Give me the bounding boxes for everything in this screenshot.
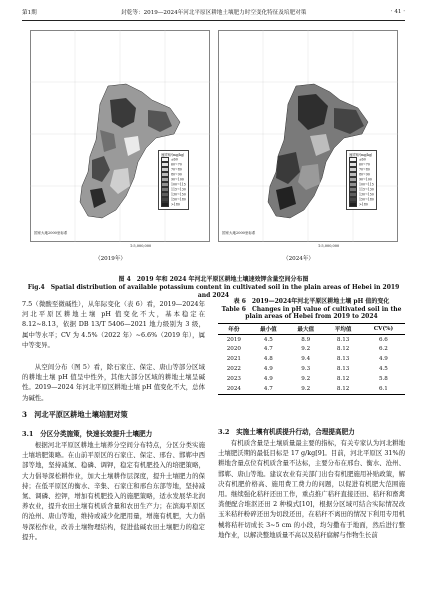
section-3-1-body: 根据河北平原区耕地土壤养分空间分布特点，分区分类实施土壤培肥策略。在山前平原区的石家庄、保定、邢台、邯郸中西部等地，坚持减氮、稳磷、调钾，稳定有机肥投入的培肥策略，大力倡导深松耕作业，加大土壤耕作层深度，提升土壤肥力的保持；在低平原区的衡水、辛集、石家庄和邢台东部等地，坚持减氮、调磷、控钾，增加有机肥投入的施肥策略，适水发展华北润养农业，提升农田土壤有机质含量和农田生产力；在滨海平原区的沧州、唐山等地，维持或减少化肥用量，增施有机肥，大力倡导深松作业，改善土壤物理结构，促进盐碱农田土壤肥力的稳定提升。 <box>22 441 205 541</box>
map-2024-legend <box>346 150 377 210</box>
table-cell: 2019 <box>226 336 241 343</box>
table-6-caption <box>218 298 405 321</box>
table-header-cell: 平均值 <box>324 324 361 335</box>
legend-label: 100~115 <box>171 182 186 187</box>
legend-label: 130~150 <box>171 192 186 197</box>
header-issue: 第1期 <box>22 10 37 16</box>
table-6-caption-zh: 表 6 2019—2024年河北平原区耕地土壤 pH 值的变化 <box>233 298 390 305</box>
table-cell: 2020 <box>226 346 241 353</box>
legend-swatch <box>161 202 169 207</box>
table-cell: 4.9 <box>378 356 388 363</box>
section-3-2-heading: 3.2 实施土壤有机质提升行动，合理提高肥力 <box>218 428 355 436</box>
legend-label: 90~100 <box>171 177 184 182</box>
table-cell: 9.2 <box>301 346 311 353</box>
table-row <box>218 384 405 394</box>
legend-label: 150~180 <box>359 197 374 202</box>
table-cell: 9.4 <box>301 356 311 363</box>
map-2019-year: （2019年） <box>95 256 127 262</box>
table-cell: 4.7 <box>263 346 273 353</box>
table-cell: 6.6 <box>378 336 388 343</box>
legend-label: 130~150 <box>359 192 374 197</box>
legend-label: 115~130 <box>359 187 374 192</box>
section-3-1-heading: 3.1 分区分类施策，快速长效提升土壤肥力 <box>22 430 153 438</box>
table-cell: 6.2 <box>378 346 388 353</box>
legend-label: 80~90 <box>171 172 182 177</box>
table-header-cell: 年份 <box>218 324 250 335</box>
figure-4-caption <box>22 276 405 300</box>
map-2024-year: （2024年） <box>283 256 315 262</box>
figure-4 <box>30 30 398 272</box>
figure-caption-en: Fig.4 Spatial distribution of available potassium content in cultivated soil in the plain areas of Hebei in 2019 and 2024 <box>27 284 400 299</box>
legend-item <box>161 202 186 207</box>
legend-label: 80~90 <box>359 172 370 177</box>
legend-label: >180 <box>359 202 368 207</box>
table-header-row <box>218 324 405 335</box>
legend-label: ≤60 <box>171 157 178 162</box>
table-cell: 9.2 <box>301 375 311 382</box>
legend-item <box>349 202 374 207</box>
table-header-cell: 最小值 <box>250 324 287 335</box>
table-cell: 8.13 <box>336 366 350 373</box>
legend-label: 70~80 <box>171 167 182 172</box>
paragraph-ph-annual: 7.5（微酸至微碱性），从年际变化（表 6）看，2019—2024年河北平原区耕地土壤 pH 值变化不大，基本稳定在 8.12~8.13，依据 DB 13/T 5406—2021 地力级别为 3 级，属中等水平；CV 为 4.5%（2022 年）~6.6%（2019 年），属中等变异。 <box>22 300 205 349</box>
header-page-number: · 41 · <box>390 9 405 15</box>
legend-title: 速效钾/(mg/kg) <box>349 153 373 157</box>
legend-swatch <box>349 202 357 207</box>
legend-label: 115~130 <box>171 187 186 192</box>
table-cell: 4.8 <box>263 356 273 363</box>
table-cell: 8.12 <box>336 375 350 382</box>
table-cell: 8.13 <box>336 356 350 363</box>
table-header-cell: 最大值 <box>287 324 324 335</box>
table-row <box>218 345 405 355</box>
legend-title: 速效钾/(mg/kg) <box>161 153 185 157</box>
map-2024 <box>218 30 398 272</box>
section-3-heading: 3 河北平原区耕地土壤培肥对策 <box>22 410 128 419</box>
table-6-caption-en: Table 6 Changes in pH value of cultivated soil in the plain areas of Hebei from 2019 to 2024 <box>221 305 402 321</box>
map-2019-scale: 1:5,000,000 <box>130 244 152 248</box>
table-header-cell: CV(%) <box>362 324 405 335</box>
table-cell: 6.1 <box>362 384 405 394</box>
legend-label: 60~70 <box>359 162 370 167</box>
figure-caption-zh: 图 4 2019 年和 2024 年河北平原区耕地土壤速效钾含量空间分布图 <box>118 276 309 283</box>
table-cell: 9.3 <box>301 366 311 373</box>
legend-label: 150~180 <box>171 197 186 202</box>
table-cell: 9.2 <box>287 384 324 394</box>
table-cell: 8.12 <box>336 346 350 353</box>
table-cell: 8.12 <box>324 384 361 394</box>
table-row <box>218 374 405 384</box>
header-rule <box>22 20 405 21</box>
table-row <box>218 364 405 374</box>
table-6 <box>218 323 405 395</box>
table-cell: 2022 <box>226 366 241 373</box>
legend-label: 70~80 <box>359 167 370 172</box>
section-3-2-body: 有机质含量是土壤质量最主要的指标，有关专家认为河北耕地土壤肥沃期的最低目标是 17 g/kg[9]。目前，河北平原区 31%的耕地含量点位有机质含量不达标，主要分布在邢台、衡水、沧州、邯郸、唐山等地。建议农业有关部门出台有机肥施用补贴政策，解决有机肥价格高、施用费工费力的问题，以促进有机肥大范围施用。继续强化秸秆还田工作，重点推广秸秆直接还田、秸秆和畜禽粪便配合堆沤还田 2 种模式[10]，根据分区域可结合实际情况改玉米秸秆粉碎还田为切段还田，在秸秆不离田的情况下利用专用机械将秸秆切成长 3~5 cm 的小段，均匀撒布于地面，然后进行整地作业，以解决整地质量不高以及秸秆腐解与作物生长前 <box>218 439 405 539</box>
table-row <box>218 334 405 344</box>
map-2019-legend <box>158 150 189 210</box>
table-cell: 2021 <box>226 356 241 363</box>
running-header <box>22 6 405 18</box>
paragraph-ph-spatial: 从空间分布（图 5）看，除石家庄、保定、唐山等部分区域的耕地土壤 pH 值呈中性外，其他大部分区域的耕地土壤呈碱性。2019—2024 年河北平原区耕地土壤 pH 值变化不大，总体为碱性。 <box>22 363 205 402</box>
map-2024-scale: 1:5,000,000 <box>318 244 340 248</box>
table-cell: 8.13 <box>336 336 350 343</box>
map-2024-basemap-note: 国家大地2000坐标系 <box>222 231 256 235</box>
table-cell: 2023 <box>226 375 241 382</box>
table-cell: 4.5 <box>378 366 388 373</box>
legend-label: 90~100 <box>359 177 372 182</box>
map-2019-basemap-note: 国家大地2000坐标系 <box>34 231 68 235</box>
table-cell: 4.9 <box>263 366 273 373</box>
legend-label: 100~115 <box>359 182 374 187</box>
header-title: 封乾等：2019—2024年河北平原区耕地土壤肥力时空变化特征及培肥对策 <box>121 10 307 16</box>
legend-label: >180 <box>171 202 180 207</box>
table-cell: 4.5 <box>263 336 273 343</box>
table-cell: 8.9 <box>301 336 311 343</box>
table-cell: 5.8 <box>378 375 388 382</box>
legend-label: 60~70 <box>171 162 182 167</box>
table-cell: 4.9 <box>263 375 273 382</box>
legend-label: ≤60 <box>359 157 366 162</box>
table-cell: 2024 <box>218 384 250 394</box>
table-cell: 4.7 <box>250 384 287 394</box>
map-2019 <box>30 30 210 272</box>
table-row <box>218 354 405 364</box>
